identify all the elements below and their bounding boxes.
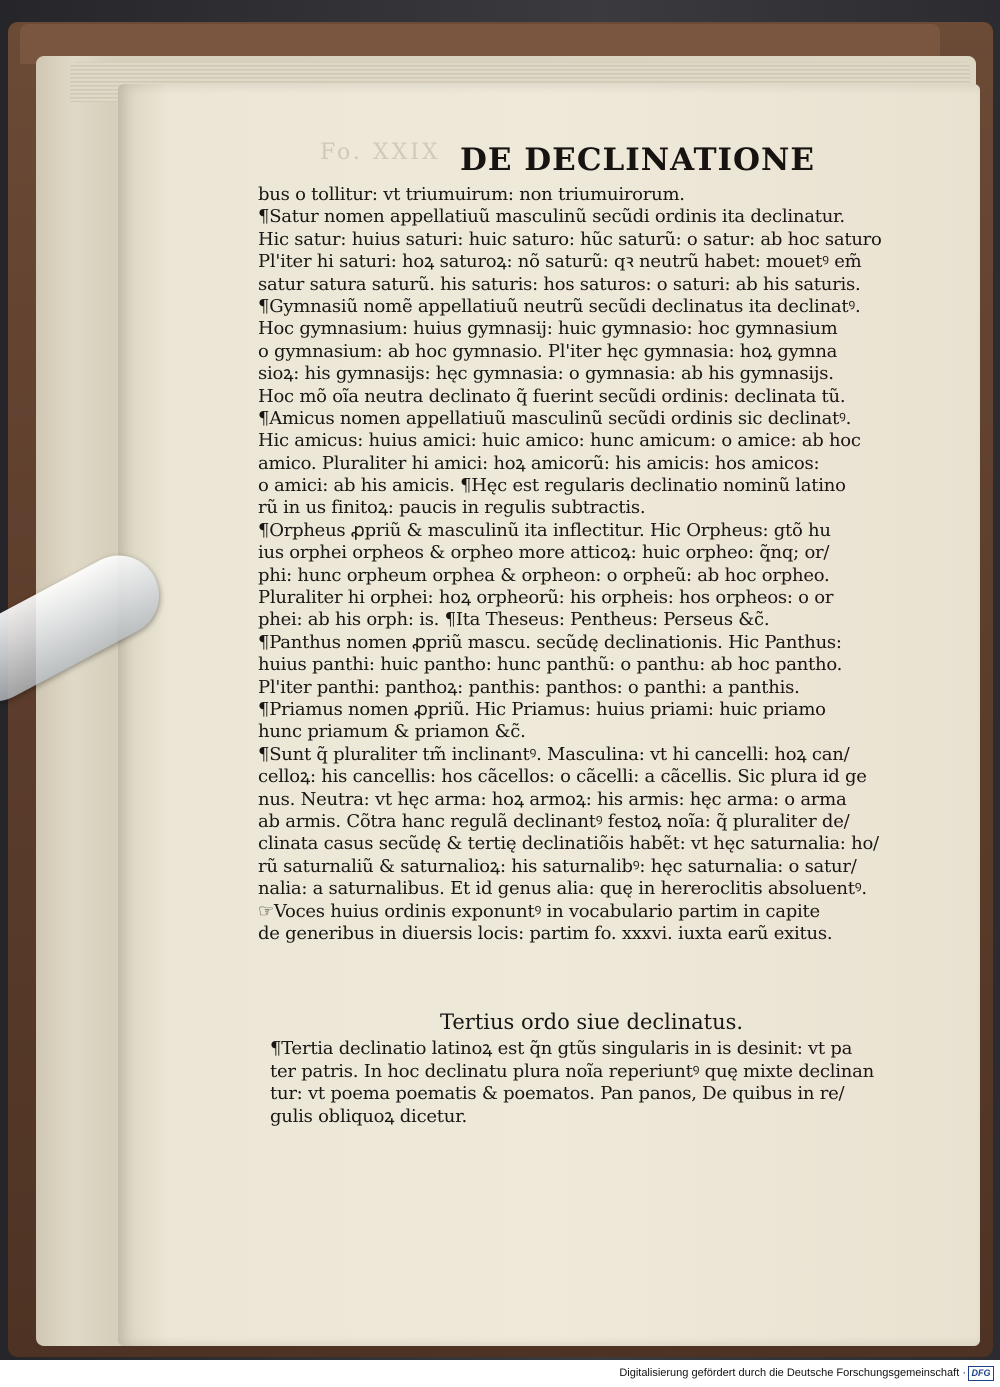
text-line: huius panthi: huic pantho: hunc panthũ: o panthu: ab hoc pantho. bbox=[258, 654, 843, 676]
text-line: ¶Satur nomen appellatiuũ masculinũ secũdi ordinis ita declinatur. bbox=[258, 206, 845, 228]
section-title: Tertius ordo siue declinatus. bbox=[440, 1010, 744, 1034]
text-line: gulis obliquoꝝ dicetur. bbox=[270, 1105, 467, 1127]
text-line: Pl'iter panthi: panthoꝝ: panthis: panthos: o panthi: a panthis. bbox=[258, 676, 800, 698]
dfg-logo-icon[interactable]: DFG bbox=[968, 1366, 994, 1381]
text-line: ¶Priamus nomen ꝓpriũ. Hic Priamus: huius priami: huic priamo bbox=[258, 698, 826, 720]
text-line: o amici: ab his amicis. ¶Hęc est regularis declinatio nominũ latino bbox=[258, 475, 846, 497]
text-line: ☞Voces huius ordinis exponuntꝰ in vocabulario partim in capite bbox=[258, 900, 820, 922]
text-line: bus o tollitur: vt triumuirum: non triumuirorum. bbox=[258, 184, 685, 205]
text-line: nalia: a saturnalibus. Et id genus alia: quę in hereroclitis absoluentꝰ. bbox=[258, 878, 867, 900]
text-line: Hic amicus: huius amici: huic amico: hunc amicum: o amice: ab hoc bbox=[258, 430, 861, 452]
text-line: rũ in us finitoꝝ: paucis in regulis subtractis. bbox=[258, 497, 646, 519]
text-line: nus. Neutra: vt hęc arma: hoꝝ armoꝝ: his armis: hęc arma: o arma bbox=[258, 788, 847, 810]
text-line: ¶Gymnasiũ nomẽ appellatiuũ neutrũ secũdi declinatus ita declinatꝰ. bbox=[258, 295, 861, 317]
text-line: sioꝝ: his gymnasijs: hęc gymnasia: o gymnasia: ab his gymnasijs. bbox=[258, 363, 834, 385]
text-line: ¶Panthus nomen ꝓpriũ mascu. secũdę declinationis. Hic Panthus: bbox=[258, 631, 842, 653]
text-line: ¶Tertia declinatio latinoꝝ est q̃n gtũs singularis in is desinit: vt pa bbox=[270, 1038, 853, 1059]
text-line: phi: hunc orpheum orphea & orpheon: o orpheũ: ab hoc orpheo. bbox=[258, 564, 830, 586]
text-line: celloꝝ: his cancellis: hos cãcellos: o cãcelli: a cãcellis. Sic plura id ge bbox=[258, 766, 867, 788]
text-line: amico. Pluraliter hi amici: hoꝝ amicorũ: his amicis: hos amicos: bbox=[258, 452, 820, 474]
text-line: ter patris. In hoc declinatu plura noĩa reperiuntꝰ quę mixte declinan bbox=[270, 1060, 874, 1082]
text-line: rũ saturnaliũ & saturnalioꝝ: his saturnalibꝰ: hęc saturnalia: o satur/ bbox=[258, 855, 857, 877]
text-line: satur satura saturũ. his saturis: hos saturos: o saturi: ab his saturis. bbox=[258, 273, 861, 295]
footer-credit: Digitalisierung gefördert durch die Deutsche Forschungsgemeinschaft · bbox=[619, 1367, 966, 1379]
text-line: ¶Amicus nomen appellatiuũ masculinũ secũdi ordinis sic declinatꝰ. bbox=[258, 407, 852, 429]
show-through-heading: Fo. XXIX bbox=[320, 140, 441, 165]
text-line: tur: vt poema poematis & poematos. Pan panos, De quibus in re/ bbox=[270, 1083, 845, 1105]
section-text-block bbox=[270, 1038, 910, 1128]
text-line: Hic satur: huius saturi: huic saturo: hũc saturũ: o satur: ab hoc saturo bbox=[258, 228, 882, 250]
text-line: phei: ab his orph: is. ¶Ita Theseus: Pentheus: Perseus &c̃. bbox=[258, 609, 770, 631]
text-line: ius orphei orpheos & orpheo more atticoꝝ: huic orpheo: q̃nq; or/ bbox=[258, 542, 830, 564]
text-line: ¶Sunt q̃ pluraliter tm̃ inclinantꝰ. Masculina: vt hi cancelli: hoꝝ can/ bbox=[258, 743, 850, 765]
text-line: Pl'iter hi saturi: hoꝝ saturoꝝ: nõ saturũ: qꝛ neutrũ habet: mouetꝰ em̃ bbox=[258, 251, 862, 273]
text-line: clinata casus secũdę & tertię declinatiõis habẽt: vt hęc saturnalia: ho/ bbox=[258, 833, 879, 855]
text-line: Hoc mõ oĩa neutra declinato q̃ fuerint secũdi ordinis: declinata tũ. bbox=[258, 385, 846, 407]
text-line: Hoc gymnasium: huius gymnasij: huic gymnasio: hoc gymnasium bbox=[258, 318, 838, 340]
text-line: Pluraliter hi orphei: hoꝝ orpheorũ: his orpheis: hos orpheos: o or bbox=[258, 587, 834, 609]
text-line: ¶Orpheus ꝓpriũ & masculinũ ita inflectitur. Hic Orpheus: gtõ hu bbox=[258, 519, 831, 541]
text-line: de generibus in diuersis locis: partim fo. xxxvi. iuxta earũ exitus. bbox=[258, 922, 833, 944]
running-head: DE DECLINATIONE bbox=[460, 142, 816, 178]
text-line: ab armis. Cõtra hanc regulã declinantꝰ festoꝝ noĩa: q̃ pluraliter de/ bbox=[258, 810, 850, 832]
text-line: hunc priamum & priamon &c̃. bbox=[258, 721, 526, 743]
main-text-block bbox=[258, 184, 918, 945]
text-line: o gymnasium: ab hoc gymnasio. Pl'iter hęc gymnasia: hoꝝ gymna bbox=[258, 340, 838, 362]
